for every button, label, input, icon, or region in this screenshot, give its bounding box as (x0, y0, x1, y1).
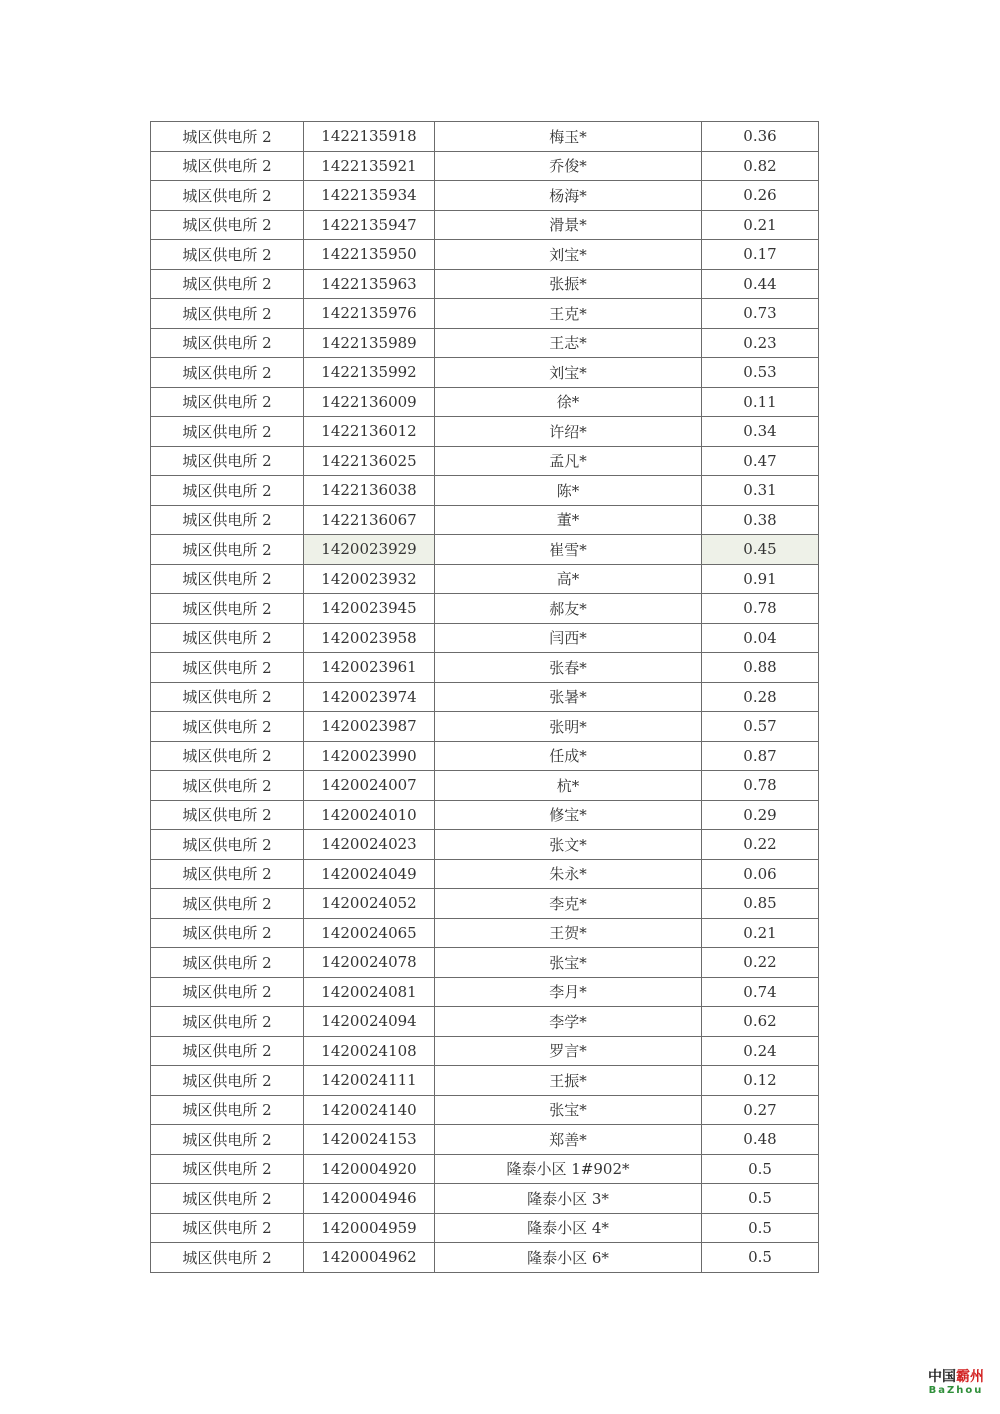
cell-unit: 城区供电所 2 (151, 859, 304, 889)
cell-name: 董* (435, 505, 702, 535)
cell-unit: 城区供电所 2 (151, 269, 304, 299)
cell-unit: 城区供电所 2 (151, 476, 304, 506)
cell-name: 陈* (435, 476, 702, 506)
cell-name: 王振* (435, 1066, 702, 1096)
cell-amount: 0.48 (702, 1125, 819, 1155)
cell-account: 1422135963 (304, 269, 435, 299)
cell-unit: 城区供电所 2 (151, 151, 304, 181)
cell-amount: 0.44 (702, 269, 819, 299)
cell-unit: 城区供电所 2 (151, 712, 304, 742)
table-row (151, 1184, 819, 1214)
cell-unit: 城区供电所 2 (151, 918, 304, 948)
cell-unit: 城区供电所 2 (151, 535, 304, 565)
table-row (151, 1243, 819, 1273)
cell-amount: 0.87 (702, 741, 819, 771)
cell-account: 1422135934 (304, 181, 435, 211)
table-row (151, 623, 819, 653)
cell-amount: 0.5 (702, 1184, 819, 1214)
cell-account: 1422135918 (304, 122, 435, 152)
cell-account: 1420023961 (304, 653, 435, 683)
cell-amount: 0.85 (702, 889, 819, 919)
cell-amount: 0.34 (702, 417, 819, 447)
cell-name: 王克* (435, 299, 702, 329)
table-row (151, 1036, 819, 1066)
cell-unit: 城区供电所 2 (151, 417, 304, 447)
table-row (151, 358, 819, 388)
cell-unit: 城区供电所 2 (151, 623, 304, 653)
cell-amount: 0.53 (702, 358, 819, 388)
cell-amount: 0.21 (702, 210, 819, 240)
table-body (151, 122, 819, 1273)
cell-name: 崔雪* (435, 535, 702, 565)
watermark-part2: 霸州 (956, 1369, 984, 1385)
cell-unit: 城区供电所 2 (151, 1154, 304, 1184)
cell-account: 1420024052 (304, 889, 435, 919)
cell-name: 张振* (435, 269, 702, 299)
cell-account: 1420023987 (304, 712, 435, 742)
cell-amount: 0.5 (702, 1243, 819, 1273)
cell-amount: 0.47 (702, 446, 819, 476)
table-row (151, 800, 819, 830)
cell-account: 1422135947 (304, 210, 435, 240)
cell-account: 1420023932 (304, 564, 435, 594)
cell-amount: 0.62 (702, 1007, 819, 1037)
cell-name: 李克* (435, 889, 702, 919)
cell-account: 1420024023 (304, 830, 435, 860)
cell-amount: 0.82 (702, 151, 819, 181)
cell-account: 1422136038 (304, 476, 435, 506)
watermark-part1: 中国 (928, 1369, 956, 1385)
cell-account: 1420004920 (304, 1154, 435, 1184)
table-row (151, 1007, 819, 1037)
cell-amount: 0.28 (702, 682, 819, 712)
cell-account: 1422136067 (304, 505, 435, 535)
cell-unit: 城区供电所 2 (151, 1213, 304, 1243)
cell-amount: 0.31 (702, 476, 819, 506)
data-table (150, 121, 819, 1273)
table-row (151, 1154, 819, 1184)
cell-account: 1420004962 (304, 1243, 435, 1273)
cell-name: 张宝* (435, 1095, 702, 1125)
cell-name: 张文* (435, 830, 702, 860)
cell-amount: 0.21 (702, 918, 819, 948)
cell-name: 张宝* (435, 948, 702, 978)
cell-unit: 城区供电所 2 (151, 1243, 304, 1273)
cell-account: 1420023974 (304, 682, 435, 712)
table-row (151, 594, 819, 624)
cell-account: 1422136012 (304, 417, 435, 447)
table-row (151, 682, 819, 712)
cell-account: 1420024078 (304, 948, 435, 978)
cell-unit: 城区供电所 2 (151, 328, 304, 358)
table-row (151, 564, 819, 594)
cell-unit: 城区供电所 2 (151, 299, 304, 329)
cell-name: 隆泰小区 1#902* (435, 1154, 702, 1184)
cell-unit: 城区供电所 2 (151, 210, 304, 240)
cell-account: 1420023945 (304, 594, 435, 624)
cell-amount: 0.26 (702, 181, 819, 211)
cell-unit: 城区供电所 2 (151, 1125, 304, 1155)
cell-amount: 0.11 (702, 387, 819, 417)
table-row (151, 417, 819, 447)
cell-unit: 城区供电所 2 (151, 122, 304, 152)
cell-account: 1420024108 (304, 1036, 435, 1066)
cell-account: 1420023990 (304, 741, 435, 771)
table-row (151, 210, 819, 240)
table-row (151, 741, 819, 771)
cell-amount: 0.45 (702, 535, 819, 565)
bazhou-watermark-logo (928, 1370, 984, 1396)
cell-name: 高* (435, 564, 702, 594)
cell-name: 乔俊* (435, 151, 702, 181)
cell-account: 1420024094 (304, 1007, 435, 1037)
cell-amount: 0.27 (702, 1095, 819, 1125)
cell-unit: 城区供电所 2 (151, 800, 304, 830)
table-row (151, 151, 819, 181)
cell-amount: 0.12 (702, 1066, 819, 1096)
cell-amount: 0.06 (702, 859, 819, 889)
cell-account: 1422136025 (304, 446, 435, 476)
cell-amount: 0.24 (702, 1036, 819, 1066)
cell-unit: 城区供电所 2 (151, 741, 304, 771)
cell-account: 1420024111 (304, 1066, 435, 1096)
table-row (151, 712, 819, 742)
cell-name: 张春* (435, 653, 702, 683)
cell-name: 王贺* (435, 918, 702, 948)
cell-unit: 城区供电所 2 (151, 771, 304, 801)
cell-name: 闫西* (435, 623, 702, 653)
cell-amount: 0.91 (702, 564, 819, 594)
cell-name: 李学* (435, 1007, 702, 1037)
cell-name: 任成* (435, 741, 702, 771)
table-row (151, 653, 819, 683)
cell-account: 1420024153 (304, 1125, 435, 1155)
cell-name: 孟凡* (435, 446, 702, 476)
cell-unit: 城区供电所 2 (151, 653, 304, 683)
cell-amount: 0.22 (702, 830, 819, 860)
cell-account: 1422135992 (304, 358, 435, 388)
cell-amount: 0.22 (702, 948, 819, 978)
cell-account: 1420004959 (304, 1213, 435, 1243)
cell-amount: 0.36 (702, 122, 819, 152)
cell-amount: 0.5 (702, 1213, 819, 1243)
cell-amount: 0.88 (702, 653, 819, 683)
table-row (151, 269, 819, 299)
cell-unit: 城区供电所 2 (151, 564, 304, 594)
table-row (151, 446, 819, 476)
cell-name: 梅玉* (435, 122, 702, 152)
table-row (151, 476, 819, 506)
cell-name: 朱永* (435, 859, 702, 889)
table-row (151, 535, 819, 565)
cell-unit: 城区供电所 2 (151, 1184, 304, 1214)
cell-name: 杭* (435, 771, 702, 801)
table-row (151, 299, 819, 329)
cell-name: 刘宝* (435, 358, 702, 388)
table-row (151, 387, 819, 417)
cell-account: 1420023929 (304, 535, 435, 565)
cell-account: 1420024007 (304, 771, 435, 801)
cell-account: 1420024049 (304, 859, 435, 889)
cell-account: 1422135950 (304, 240, 435, 270)
cell-amount: 0.5 (702, 1154, 819, 1184)
cell-name: 张暑* (435, 682, 702, 712)
cell-amount: 0.38 (702, 505, 819, 535)
table-row (151, 122, 819, 152)
cell-account: 1420023958 (304, 623, 435, 653)
table-row (151, 830, 819, 860)
cell-unit: 城区供电所 2 (151, 387, 304, 417)
cell-amount: 0.78 (702, 594, 819, 624)
cell-unit: 城区供电所 2 (151, 505, 304, 535)
cell-unit: 城区供电所 2 (151, 1036, 304, 1066)
cell-name: 许绍* (435, 417, 702, 447)
table-row (151, 1213, 819, 1243)
table-row (151, 889, 819, 919)
cell-name: 隆泰小区 6* (435, 1243, 702, 1273)
cell-account: 1420024065 (304, 918, 435, 948)
cell-name: 张明* (435, 712, 702, 742)
table-row (151, 977, 819, 1007)
cell-unit: 城区供电所 2 (151, 977, 304, 1007)
cell-name: 修宝* (435, 800, 702, 830)
cell-amount: 0.04 (702, 623, 819, 653)
cell-name: 滑景* (435, 210, 702, 240)
table-row (151, 240, 819, 270)
cell-amount: 0.74 (702, 977, 819, 1007)
cell-unit: 城区供电所 2 (151, 682, 304, 712)
cell-amount: 0.57 (702, 712, 819, 742)
table-row (151, 1125, 819, 1155)
cell-name: 李月* (435, 977, 702, 1007)
cell-unit: 城区供电所 2 (151, 358, 304, 388)
cell-unit: 城区供电所 2 (151, 594, 304, 624)
cell-name: 隆泰小区 4* (435, 1213, 702, 1243)
table-row (151, 505, 819, 535)
watermark-subtitle: BaZhou (928, 1385, 984, 1396)
table-row (151, 181, 819, 211)
cell-name: 徐* (435, 387, 702, 417)
cell-account: 1422135976 (304, 299, 435, 329)
cell-name: 杨海* (435, 181, 702, 211)
table-row (151, 948, 819, 978)
watermark-title (928, 1370, 984, 1384)
cell-account: 1420024010 (304, 800, 435, 830)
table-row (151, 1066, 819, 1096)
table-row (151, 771, 819, 801)
cell-name: 王志* (435, 328, 702, 358)
cell-amount: 0.23 (702, 328, 819, 358)
cell-account: 1420024140 (304, 1095, 435, 1125)
cell-name: 罗言* (435, 1036, 702, 1066)
cell-unit: 城区供电所 2 (151, 181, 304, 211)
cell-unit: 城区供电所 2 (151, 830, 304, 860)
table-row (151, 328, 819, 358)
cell-name: 隆泰小区 3* (435, 1184, 702, 1214)
cell-unit: 城区供电所 2 (151, 889, 304, 919)
cell-name: 郝友* (435, 594, 702, 624)
cell-amount: 0.17 (702, 240, 819, 270)
cell-unit: 城区供电所 2 (151, 1007, 304, 1037)
cell-unit: 城区供电所 2 (151, 240, 304, 270)
cell-unit: 城区供电所 2 (151, 1095, 304, 1125)
table-row (151, 1095, 819, 1125)
cell-unit: 城区供电所 2 (151, 1066, 304, 1096)
cell-account: 1422136009 (304, 387, 435, 417)
cell-name: 郑善* (435, 1125, 702, 1155)
table-row (151, 859, 819, 889)
cell-amount: 0.29 (702, 800, 819, 830)
cell-account: 1420004946 (304, 1184, 435, 1214)
cell-account: 1422135921 (304, 151, 435, 181)
cell-account: 1420024081 (304, 977, 435, 1007)
cell-unit: 城区供电所 2 (151, 446, 304, 476)
cell-account: 1422135989 (304, 328, 435, 358)
cell-name: 刘宝* (435, 240, 702, 270)
cell-amount: 0.73 (702, 299, 819, 329)
cell-unit: 城区供电所 2 (151, 948, 304, 978)
table-row (151, 918, 819, 948)
cell-amount: 0.78 (702, 771, 819, 801)
